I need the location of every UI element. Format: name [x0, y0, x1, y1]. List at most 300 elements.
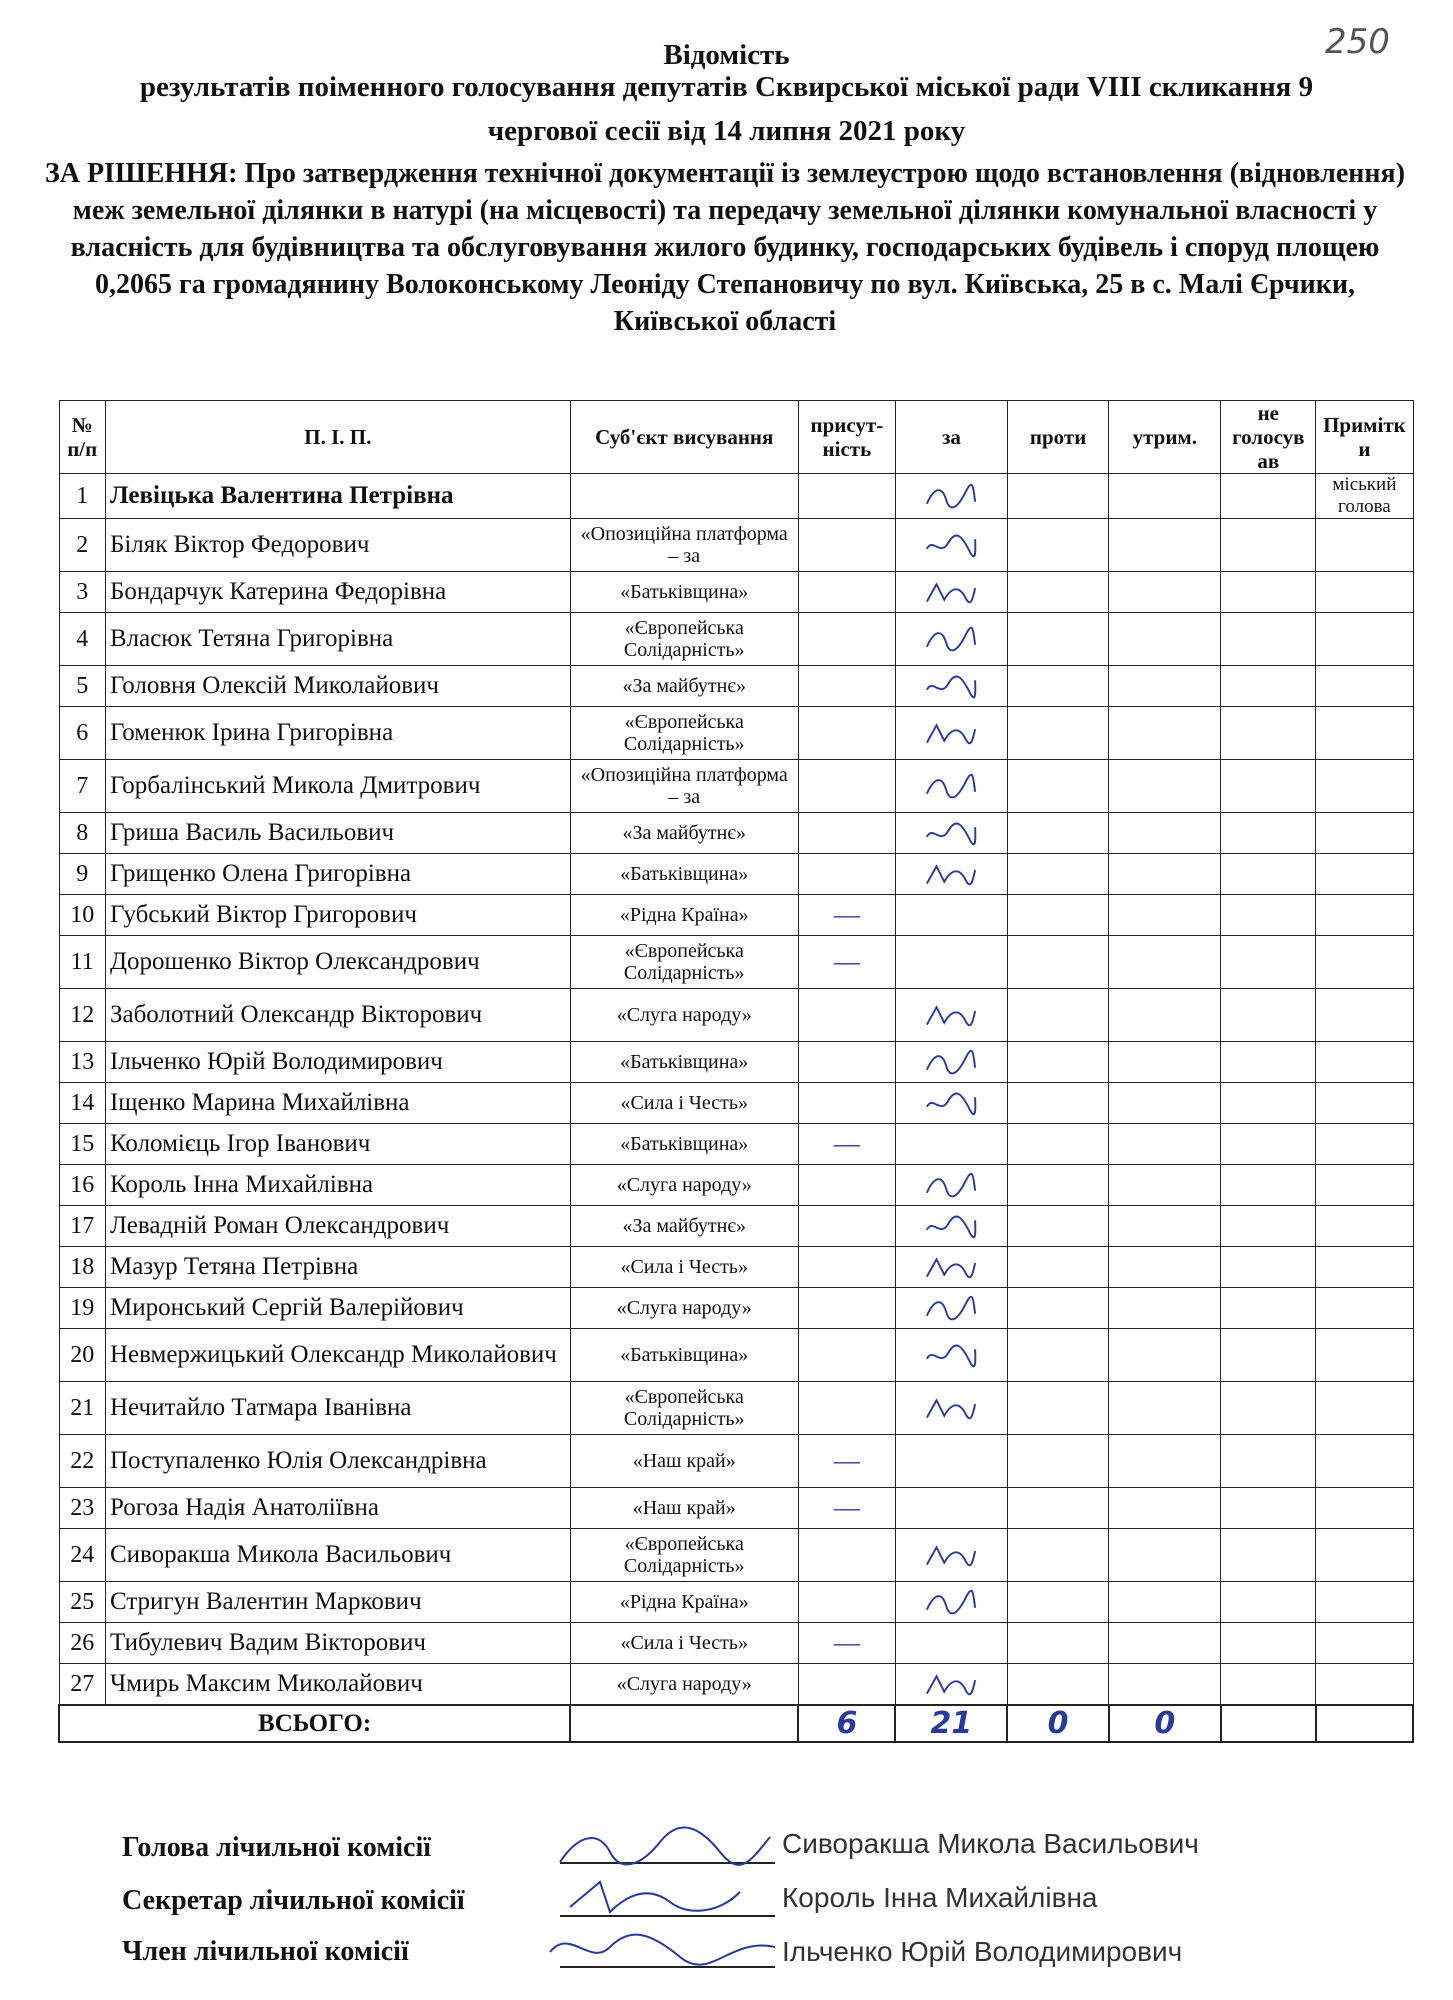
row-ne-golosuvav [1221, 572, 1316, 613]
row-utrym [1109, 1206, 1221, 1247]
row-present [798, 1382, 895, 1435]
row-note [1316, 1329, 1413, 1382]
row-proty [1007, 707, 1108, 760]
doc-session: чергової сесії від 14 липня 2021 року [487, 115, 966, 147]
row-ne-golosuvav [1221, 1206, 1316, 1247]
row-number: 20 [59, 1329, 105, 1382]
row-ne-golosuvav [1221, 707, 1316, 760]
row-za [895, 613, 1007, 666]
row-note [1316, 1529, 1413, 1582]
row-proty [1007, 989, 1108, 1042]
row-subject: «Рідна Країна» [570, 895, 798, 936]
table-row [59, 1124, 1413, 1165]
row-note [1316, 572, 1413, 613]
row-proty [1007, 1206, 1108, 1247]
row-subject: «За майбутнє» [570, 666, 798, 707]
row-note [1316, 936, 1413, 989]
row-number: 8 [59, 813, 105, 854]
row-utrym [1109, 895, 1221, 936]
row-ne-golosuvav [1221, 1382, 1316, 1435]
row-subject: «Батьківщина» [570, 1042, 798, 1083]
total-present: 6 [798, 1705, 895, 1742]
row-subject: «Європейська Солідарність» [570, 1529, 798, 1582]
row-proty [1007, 572, 1108, 613]
row-number: 2 [59, 519, 105, 572]
col-header-ne-golosuvav: не голосув ав [1221, 401, 1316, 474]
row-note [1316, 666, 1413, 707]
row-name: Дорошенко Віктор Олександрович [105, 936, 570, 989]
row-utrym [1109, 1083, 1221, 1124]
row-ne-golosuvav [1221, 474, 1316, 519]
member-signature-icon [540, 1922, 780, 1972]
row-ne-golosuvav [1221, 1623, 1316, 1664]
row-number: 1 [59, 474, 105, 519]
row-za [895, 1488, 1007, 1529]
row-note [1316, 1165, 1413, 1206]
row-present [798, 707, 895, 760]
row-subject: «Батьківщина» [570, 1124, 798, 1165]
row-number: 6 [59, 707, 105, 760]
row-utrym [1109, 1529, 1221, 1582]
row-present [798, 1247, 895, 1288]
row-za [895, 1288, 1007, 1329]
row-proty [1007, 760, 1108, 813]
table-row [59, 474, 1413, 519]
col-header-prymitky: Примітк и [1316, 401, 1413, 474]
row-ne-golosuvav [1221, 1529, 1316, 1582]
row-present [798, 1529, 895, 1582]
row-za [895, 813, 1007, 854]
table-row [59, 613, 1413, 666]
row-subject: «За майбутнє» [570, 1206, 798, 1247]
row-subject: «Європейська Солідарність» [570, 613, 798, 666]
row-name: Власюк Тетяна Григорівна [105, 613, 570, 666]
row-name: Нечитайло Татмара Іванівна [105, 1382, 570, 1435]
row-utrym [1109, 1165, 1221, 1206]
row-za [895, 1124, 1007, 1165]
row-name: Коломієць Ігор Іванович [105, 1124, 570, 1165]
chair-signature-icon [540, 1822, 780, 1872]
commission-secretary-name: Король Інна Михайлівна [782, 1882, 1098, 1913]
row-present [798, 666, 895, 707]
row-proty [1007, 666, 1108, 707]
row-utrym [1109, 1488, 1221, 1529]
row-present [798, 474, 895, 519]
row-name: Біляк Віктор Федорович [105, 519, 570, 572]
row-proty [1007, 1288, 1108, 1329]
row-subject: «Слуга народу» [570, 1165, 798, 1206]
row-utrym [1109, 474, 1221, 519]
row-utrym [1109, 1247, 1221, 1288]
row-number: 11 [59, 936, 105, 989]
row-note [1316, 1247, 1413, 1288]
row-utrym [1109, 1382, 1221, 1435]
row-name: Король Інна Михайлівна [105, 1165, 570, 1206]
row-note: міський голова [1316, 474, 1413, 519]
row-name: Грищенко Олена Григорівна [105, 854, 570, 895]
row-subject: «Наш край» [570, 1435, 798, 1488]
row-present [798, 1165, 895, 1206]
row-proty [1007, 1488, 1108, 1529]
total-ne-golosuvav [1221, 1705, 1316, 1742]
row-utrym [1109, 1329, 1221, 1382]
row-present [798, 1582, 895, 1623]
secretary-signature-icon [540, 1872, 780, 1922]
row-number: 23 [59, 1488, 105, 1529]
row-name: Миронський Сергій Валерійович [105, 1288, 570, 1329]
total-label: ВСЬОГО: [59, 1705, 570, 1742]
col-header-utrym: утрим. [1109, 401, 1221, 474]
row-za [895, 1664, 1007, 1706]
vote-signature-icon [923, 1294, 979, 1322]
row-proty [1007, 895, 1108, 936]
row-present [798, 1206, 895, 1247]
row-proty [1007, 936, 1108, 989]
row-ne-golosuvav [1221, 1582, 1316, 1623]
row-number: 24 [59, 1529, 105, 1582]
row-utrym [1109, 989, 1221, 1042]
row-utrym [1109, 1124, 1221, 1165]
table-row [59, 895, 1413, 936]
row-subject: «Сила і Честь» [570, 1083, 798, 1124]
row-number: 3 [59, 572, 105, 613]
row-proty [1007, 1382, 1108, 1435]
row-name: Мазур Тетяна Петрівна [105, 1247, 570, 1288]
col-header-name: П. І. П. [105, 401, 570, 474]
row-subject: «Сила і Честь» [570, 1247, 798, 1288]
total-utrym: 0 [1109, 1705, 1221, 1742]
decision-title: ЗА РІШЕННЯ: Про затвердження технічної документації із землеустрою щодо встановлення (відновлення) меж земельної ділянки в натурі (на місцевості) та передачу земельної ділянки комунальної власності у власність для будівництва та обслуговування жилого будинку, господарських будівель і споруд площею 0,2065 га громадянину Волоконському Леоніду Степановичу по вул. Київська, 25 в с. Малі Єрчики, Київської області [44, 158, 1406, 337]
row-za [895, 989, 1007, 1042]
row-present [798, 1329, 895, 1382]
row-ne-golosuvav [1221, 1329, 1316, 1382]
row-subject: «Слуга народу» [570, 1664, 798, 1706]
row-proty [1007, 519, 1108, 572]
table-row [59, 1083, 1413, 1124]
row-present [798, 813, 895, 854]
row-number: 17 [59, 1206, 105, 1247]
row-note [1316, 895, 1413, 936]
row-za [895, 1329, 1007, 1382]
vote-signature-icon [923, 1394, 979, 1422]
row-ne-golosuvav [1221, 1083, 1316, 1124]
row-number: 19 [59, 1288, 105, 1329]
row-utrym [1109, 1435, 1221, 1488]
row-utrym [1109, 1623, 1221, 1664]
row-note [1316, 613, 1413, 666]
row-present: — [798, 895, 895, 936]
row-za [895, 474, 1007, 519]
row-utrym [1109, 572, 1221, 613]
row-note [1316, 1206, 1413, 1247]
row-proty [1007, 1623, 1108, 1664]
table-row [59, 1529, 1413, 1582]
row-name: Заболотний Олександр Вікторович [105, 989, 570, 1042]
row-note [1316, 813, 1413, 854]
row-ne-golosuvav [1221, 936, 1316, 989]
row-utrym [1109, 936, 1221, 989]
row-name: Сиворакша Микола Васильович [105, 1529, 570, 1582]
row-ne-golosuvav [1221, 1042, 1316, 1083]
row-subject: «Європейська Солідарність» [570, 1382, 798, 1435]
table-row [59, 1206, 1413, 1247]
row-number: 25 [59, 1582, 105, 1623]
row-note [1316, 1435, 1413, 1488]
table-row [59, 760, 1413, 813]
row-za [895, 854, 1007, 895]
row-utrym [1109, 760, 1221, 813]
row-ne-golosuvav [1221, 1124, 1316, 1165]
total-prymitky [1316, 1705, 1413, 1742]
row-name: Ільченко Юрій Володимирович [105, 1042, 570, 1083]
row-subject: «Батьківщина» [570, 572, 798, 613]
row-subject: «Батьківщина» [570, 854, 798, 895]
row-subject: «Сила і Честь» [570, 1623, 798, 1664]
row-proty [1007, 1329, 1108, 1382]
row-note [1316, 1124, 1413, 1165]
vote-signature-icon [923, 860, 979, 888]
row-ne-golosuvav [1221, 854, 1316, 895]
row-number: 12 [59, 989, 105, 1042]
row-number: 26 [59, 1623, 105, 1664]
row-proty [1007, 854, 1108, 895]
doc-subtitle: результатів поіменного голосування депутатів Сквирської міської ради VIII скликання 9 [139, 71, 1314, 103]
commission-member-label: Член лічильної комісії [122, 1936, 409, 1967]
table-row [59, 572, 1413, 613]
vote-signature-icon [923, 1588, 979, 1616]
table-row [59, 1247, 1413, 1288]
row-note [1316, 854, 1413, 895]
row-ne-golosuvav [1221, 989, 1316, 1042]
total-za: 21 [895, 1705, 1007, 1742]
vote-signature-icon [923, 672, 979, 700]
row-number: 9 [59, 854, 105, 895]
col-header-proty: проти [1007, 401, 1108, 474]
row-number: 27 [59, 1664, 105, 1706]
row-utrym [1109, 1582, 1221, 1623]
row-ne-golosuvav [1221, 1165, 1316, 1206]
row-number: 5 [59, 666, 105, 707]
row-proty [1007, 613, 1108, 666]
row-note [1316, 1288, 1413, 1329]
table-row [59, 1329, 1413, 1382]
row-ne-golosuvav [1221, 895, 1316, 936]
row-subject: «Слуга народу» [570, 989, 798, 1042]
table-row [59, 666, 1413, 707]
col-header-subject: Суб'єкт висування [570, 401, 798, 474]
row-name: Гриша Василь Васильович [105, 813, 570, 854]
row-number: 22 [59, 1435, 105, 1488]
row-proty [1007, 813, 1108, 854]
row-za [895, 519, 1007, 572]
row-present: — [798, 1124, 895, 1165]
col-header-no: № п/п [59, 401, 105, 474]
table-row [59, 813, 1413, 854]
vote-signature-icon [923, 1001, 979, 1029]
total-proty: 0 [1007, 1705, 1108, 1742]
commission-secretary-label: Секретар лічильної комісії [122, 1885, 465, 1916]
row-ne-golosuvav [1221, 1488, 1316, 1529]
row-proty [1007, 1664, 1108, 1706]
table-row [59, 1488, 1413, 1529]
row-ne-golosuvav [1221, 1435, 1316, 1488]
row-ne-golosuvav [1221, 760, 1316, 813]
row-za [895, 1382, 1007, 1435]
table-row [59, 1288, 1413, 1329]
row-utrym [1109, 1664, 1221, 1706]
row-present [798, 989, 895, 1042]
vote-signature-icon [923, 625, 979, 653]
vote-signature-icon [923, 1212, 979, 1240]
vote-signature-icon [923, 1171, 979, 1199]
row-za [895, 572, 1007, 613]
row-ne-golosuvav [1221, 813, 1316, 854]
total-subject [570, 1705, 798, 1742]
row-subject: «Європейська Солідарність» [570, 936, 798, 989]
row-utrym [1109, 1042, 1221, 1083]
row-subject: «За майбутнє» [570, 813, 798, 854]
row-name: Бондарчук Катерина Федорівна [105, 572, 570, 613]
vote-signature-icon [923, 819, 979, 847]
row-name: Невмержицький Олександр Миколайович [105, 1329, 570, 1382]
row-name: Рогоза Надія Анатоліївна [105, 1488, 570, 1529]
vote-signature-icon [923, 719, 979, 747]
vote-signature-icon [923, 1048, 979, 1076]
row-name: Чмирь Максим Миколайович [105, 1664, 570, 1706]
row-note [1316, 707, 1413, 760]
row-ne-golosuvav [1221, 666, 1316, 707]
row-subject: «Європейська Солідарність» [570, 707, 798, 760]
row-proty [1007, 1582, 1108, 1623]
row-number: 21 [59, 1382, 105, 1435]
row-proty [1007, 1435, 1108, 1488]
row-note [1316, 1042, 1413, 1083]
row-number: 18 [59, 1247, 105, 1288]
row-subject: «Наш край» [570, 1488, 798, 1529]
row-present: — [798, 1488, 895, 1529]
row-name: Тибулевич Вадим Вікторович [105, 1623, 570, 1664]
row-number: 10 [59, 895, 105, 936]
row-note [1316, 1382, 1413, 1435]
row-ne-golosuvav [1221, 1247, 1316, 1288]
vote-signature-icon [923, 1089, 979, 1117]
row-name: Іщенко Марина Михайлівна [105, 1083, 570, 1124]
row-za [895, 895, 1007, 936]
row-za [895, 936, 1007, 989]
row-name: Поступаленко Юлія Олександрівна [105, 1435, 570, 1488]
row-present [798, 1083, 895, 1124]
row-present [798, 760, 895, 813]
row-note [1316, 1488, 1413, 1529]
table-row [59, 1382, 1413, 1435]
col-header-za: за [895, 401, 1007, 474]
row-number: 14 [59, 1083, 105, 1124]
row-za [895, 1247, 1007, 1288]
row-present: — [798, 1435, 895, 1488]
row-note [1316, 989, 1413, 1042]
row-utrym [1109, 1288, 1221, 1329]
vote-signature-icon [923, 772, 979, 800]
table-row [59, 707, 1413, 760]
row-ne-golosuvav [1221, 613, 1316, 666]
row-proty [1007, 1529, 1108, 1582]
table-row [59, 1042, 1413, 1083]
table-row [59, 1582, 1413, 1623]
commission-chair-label: Голова лічильної комісії [122, 1832, 432, 1863]
row-za [895, 1083, 1007, 1124]
col-header-present: присут-ність [798, 401, 895, 474]
row-note [1316, 1664, 1413, 1706]
row-name: Левадній Роман Олександрович [105, 1206, 570, 1247]
row-note [1316, 1582, 1413, 1623]
row-number: 4 [59, 613, 105, 666]
row-utrym [1109, 519, 1221, 572]
row-present [798, 572, 895, 613]
vote-signature-icon [923, 1253, 979, 1281]
row-number: 7 [59, 760, 105, 813]
row-subject: «Рідна Країна» [570, 1582, 798, 1623]
table-row [59, 1165, 1413, 1206]
row-za [895, 1206, 1007, 1247]
row-present [798, 1042, 895, 1083]
row-present [798, 1664, 895, 1706]
table-row [59, 519, 1413, 572]
row-proty [1007, 1165, 1108, 1206]
row-utrym [1109, 666, 1221, 707]
row-ne-golosuvav [1221, 1664, 1316, 1706]
row-za [895, 707, 1007, 760]
commission-chair-name: Сиворакша Микола Васильович [782, 1828, 1199, 1859]
row-ne-golosuvav [1221, 1288, 1316, 1329]
row-za [895, 1042, 1007, 1083]
row-za [895, 1529, 1007, 1582]
row-note [1316, 1623, 1413, 1664]
row-name: Головня Олексій Миколайович [105, 666, 570, 707]
row-name: Стригун Валентин Маркович [105, 1582, 570, 1623]
commission-member-name: Ільченко Юрій Володимирович [782, 1936, 1183, 1967]
row-proty [1007, 1124, 1108, 1165]
row-ne-golosuvav [1221, 519, 1316, 572]
row-name: Левіцька Валентина Петрівна [105, 474, 570, 519]
row-note [1316, 1083, 1413, 1124]
row-subject [570, 474, 798, 519]
vote-signature-icon [923, 1670, 979, 1698]
row-za [895, 1582, 1007, 1623]
row-name: Гоменюк Ірина Григорівна [105, 707, 570, 760]
table-row [59, 1664, 1413, 1706]
row-proty [1007, 1042, 1108, 1083]
row-present: — [798, 1623, 895, 1664]
row-present [798, 854, 895, 895]
total-row [59, 1705, 1413, 1742]
row-utrym [1109, 854, 1221, 895]
row-note [1316, 519, 1413, 572]
row-name: Губський Віктор Григорович [105, 895, 570, 936]
row-present [798, 1288, 895, 1329]
row-za [895, 666, 1007, 707]
voting-table [58, 400, 1414, 1743]
table-row [59, 854, 1413, 895]
row-present [798, 613, 895, 666]
doc-title: Відомість [663, 39, 790, 71]
table-header-row [59, 401, 1413, 474]
row-za [895, 1165, 1007, 1206]
row-number: 13 [59, 1042, 105, 1083]
row-proty [1007, 1247, 1108, 1288]
row-note [1316, 760, 1413, 813]
row-subject: «Опозиційна платформа – за [570, 519, 798, 572]
row-number: 15 [59, 1124, 105, 1165]
